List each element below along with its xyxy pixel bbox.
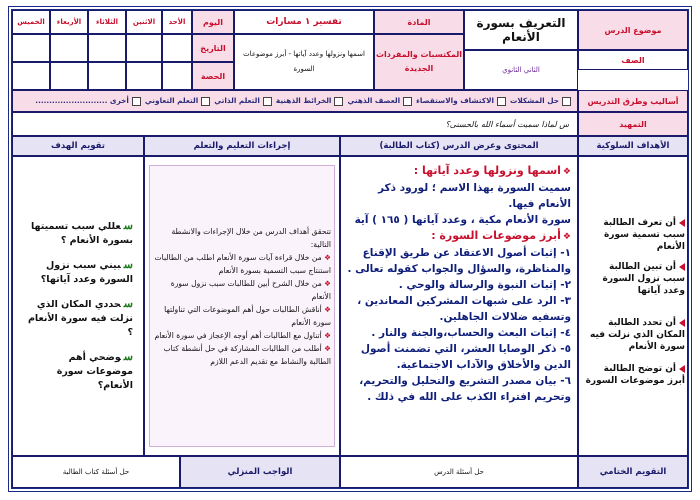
day-name: الثلاثاء: [95, 18, 119, 26]
methods-list: [12, 90, 578, 112]
objective-item: أن تحدد الطالبة المكان الذي نزلت فيه سورة الأنعام: [589, 318, 685, 352]
intro-label: التمهيد: [619, 119, 647, 129]
question-mark: س: [123, 350, 133, 363]
objective-item: أن توضح الطالبة أبرز موضوعات السورة: [585, 364, 685, 386]
final-eval-value: حل أسئلة الدرس: [434, 468, 484, 476]
checkbox-icon: [334, 97, 343, 106]
final-eval-label-cell: [578, 456, 688, 488]
period-cell-2[interactable]: [88, 62, 126, 90]
day-name: الأربعاء: [56, 18, 82, 26]
question-mark: س: [123, 297, 133, 310]
star-bullet-icon: ❖: [321, 344, 331, 353]
method-option-1[interactable]: الاكتشاف والاستقصاء: [416, 96, 506, 106]
class-value: الثاني الثانوي: [502, 66, 540, 74]
day-cell-1[interactable]: [126, 10, 162, 34]
objectives-column: [578, 156, 688, 456]
day-cell-3[interactable]: [50, 10, 88, 34]
method-option-0[interactable]: حل المشكلات: [510, 96, 571, 106]
evaluation-header: تقويم الهدف: [12, 136, 144, 156]
content-list-item: ١- إثبات أصول الاعتقاد عن طريق الإقناع والمناظرة، والسؤال والجواب كقوله تعالى .: [347, 247, 571, 275]
lesson-topic-label: موضوع الدرس: [604, 25, 662, 35]
content-list-item: ٥- ذكر الوصايا العشر، التي تضمنت أصول الدين والأخلاق والآداب الاجتماعية.: [360, 343, 571, 371]
procedure-item: ❖ أطلب من الطالبات المشاركة في حل أنشطة كتاب الطالبة والنشاط مع تقديم الدعم اللازم: [163, 344, 331, 366]
question-mark: س: [123, 219, 133, 232]
method-option-4[interactable]: التعلم الذاتي: [214, 96, 272, 106]
procedures-column: [144, 156, 340, 456]
day-name: الاثنين: [132, 18, 156, 26]
procedure-item: ❖ من خلال قراءة آيات سورة الأنعام اطلب من الطالبات استنتاج سبب التسمية بسورة الأنعام: [154, 253, 331, 275]
lesson-topic-label-cell: [578, 10, 688, 50]
date-cell-3[interactable]: [50, 34, 88, 62]
evaluation-column: [12, 156, 144, 456]
period-label-cell: [192, 62, 234, 90]
bullet-triangle-icon: [679, 365, 685, 373]
content-heading-2: ❖أبرز موضوعات السورة :: [431, 229, 571, 242]
content-heading-1: ❖اسمها ونزولها وعدد آياتها :: [413, 164, 571, 177]
gains-value: اسمها ونزولها وعدد آياتها - أبرز موضوعات السورة: [243, 50, 365, 73]
star-bullet-icon: ❖: [321, 331, 331, 340]
homework-label-cell: [180, 456, 340, 488]
subject-label: المادة: [407, 17, 431, 27]
star-bullet-icon: ❖: [321, 305, 331, 314]
bullet-triangle-icon: [679, 263, 685, 271]
content-column: [340, 156, 578, 456]
content-list-item: ٦- بيان مصدر التشريع والتحليل والتحريم، وتحريم افتراء الكذب على الله في ذلك .: [359, 375, 571, 403]
day-label-cell: [192, 10, 234, 34]
evaluation-item: سحددي المكان الذي نزلت فيه سورة الأنعام ؟: [27, 297, 133, 338]
checkbox-icon: [263, 97, 272, 106]
date-cell-0[interactable]: [162, 34, 192, 62]
checkbox-icon: [201, 97, 210, 106]
checkbox-icon: [403, 97, 412, 106]
procedure-item: ❖ أتناول مع الطالبات أهم أوجه الإعجاز في سورة الأنعام: [154, 331, 331, 340]
diamond-bullet-icon: ❖: [562, 167, 571, 177]
gains-label-cell: [374, 34, 464, 90]
period-label: الحصة: [200, 71, 226, 81]
evaluation-item: سوضحي أهم موضوعات سورة الأنعام؟: [56, 350, 133, 391]
day-name: الأحد: [168, 18, 186, 26]
method-option-2[interactable]: العصف الذهني: [347, 96, 412, 106]
date-label: التاريخ: [200, 43, 226, 53]
class-label-cell: [578, 50, 688, 70]
diamond-bullet-icon: ❖: [562, 232, 571, 242]
final-eval-value-cell: [340, 456, 578, 488]
method-option-5[interactable]: التعلم التعاوني: [145, 96, 210, 106]
subject-label-cell: [374, 10, 464, 34]
lesson-plan-frame: [8, 6, 692, 492]
method-option-6[interactable]: أخرى ..........................: [35, 96, 141, 106]
period-cell-3[interactable]: [50, 62, 88, 90]
content-header: المحتوى وعرض الدرس (كتاب الطالبة): [340, 136, 578, 156]
evaluation-item: سعللي سبب تسميتها بسورة الأنعام ؟: [30, 219, 133, 246]
unit-value-cell: [234, 10, 374, 34]
methods-label: أساليب وطرق التدريس: [587, 96, 679, 106]
unit-value: تفسير ١ مسارات: [266, 17, 342, 27]
objective-item: أن تبين الطالبة سبب نزول السورة وعدد آياتها: [602, 262, 685, 296]
objective-item: أن تعرف الطالبة سبب تسمية سورة الأنعام: [603, 218, 685, 252]
lesson-topic-value-cell: [464, 10, 578, 50]
intro-question: س لماذا سميت أسماء الله بالحسنى؟: [445, 119, 569, 129]
homework-value-cell: [12, 456, 180, 488]
star-bullet-icon: ❖: [321, 279, 331, 288]
homework-label: الواجب المنزلي: [227, 467, 293, 477]
methods-label-cell: [578, 90, 688, 112]
checkbox-icon: [497, 97, 506, 106]
procedures-header: إجراءات التعليم والتعلم: [144, 136, 340, 156]
content-list-item: ٢- إثبات النبوة والرسالة والوحي .: [398, 279, 571, 291]
date-cell-2[interactable]: [88, 34, 126, 62]
period-cell-4[interactable]: [12, 62, 50, 90]
intro-question-cell: [12, 112, 578, 136]
objectives-header: الأهداف السلوكية: [578, 136, 688, 156]
day-cell-0[interactable]: [162, 10, 192, 34]
date-label-cell: [192, 34, 234, 62]
bullet-triangle-icon: [679, 319, 685, 327]
period-cell-1[interactable]: [126, 62, 162, 90]
day-cell-2[interactable]: [88, 10, 126, 34]
period-cell-0[interactable]: [162, 62, 192, 90]
evaluation-item: سبيني سبب نزول السورة وعدد آياتها؟: [40, 258, 133, 285]
content-paragraph: سميت السورة بهذا الاسم ؛ لورود ذكر الأنعام فيها.: [378, 182, 571, 210]
day-cell-4[interactable]: [12, 10, 50, 34]
homework-value: حل أسئلة كتاب الطالبة: [62, 468, 130, 476]
gains-label: المكتسبات والمفردات الجديدة: [376, 50, 462, 73]
intro-label-cell: [578, 112, 688, 136]
procedure-item: ❖ أناقش الطالبات حول أهم الموضوعات التي تناولتها سورة الأنعام: [164, 305, 331, 327]
checkbox-icon: [562, 97, 571, 106]
content-list-item: ٤- إثبات البعث والحساب،والجنة والنار .: [371, 327, 571, 339]
day-name: الخميس: [17, 18, 45, 26]
day-label: اليوم: [203, 17, 223, 27]
class-value-cell: [464, 50, 578, 90]
lesson-topic-value: التعريف بسورة الأنعام: [476, 16, 566, 44]
content-list-item: ٣- الرد على شبهات المشركين المعاندين ، وتسفيه ضلالات الجاهلين.: [357, 295, 571, 323]
content-paragraph: سورة الأنعام مكية ، وعدد آياتها ( ١٦٥ ) آية: [354, 214, 571, 226]
checkbox-icon: [132, 97, 141, 106]
gains-value-cell: [234, 34, 374, 90]
date-cell-1[interactable]: [126, 34, 162, 62]
date-cell-4[interactable]: [12, 34, 50, 62]
class-label: الصف: [621, 55, 645, 65]
question-mark: س: [123, 258, 133, 271]
star-bullet-icon: ❖: [321, 253, 331, 262]
bullet-triangle-icon: [679, 219, 685, 227]
method-option-3[interactable]: الخرائط الذهنية: [276, 96, 344, 106]
procedure-item: ❖ من خلال الشرح أبين للطالبات سبب نزول سورة الأنعام: [170, 279, 331, 301]
procedures-intro: تتحقق أهداف الدرس من خلال الإجراءات والانشطة التالية:: [171, 227, 331, 249]
final-eval-label: التقويم الختامي: [599, 467, 667, 477]
